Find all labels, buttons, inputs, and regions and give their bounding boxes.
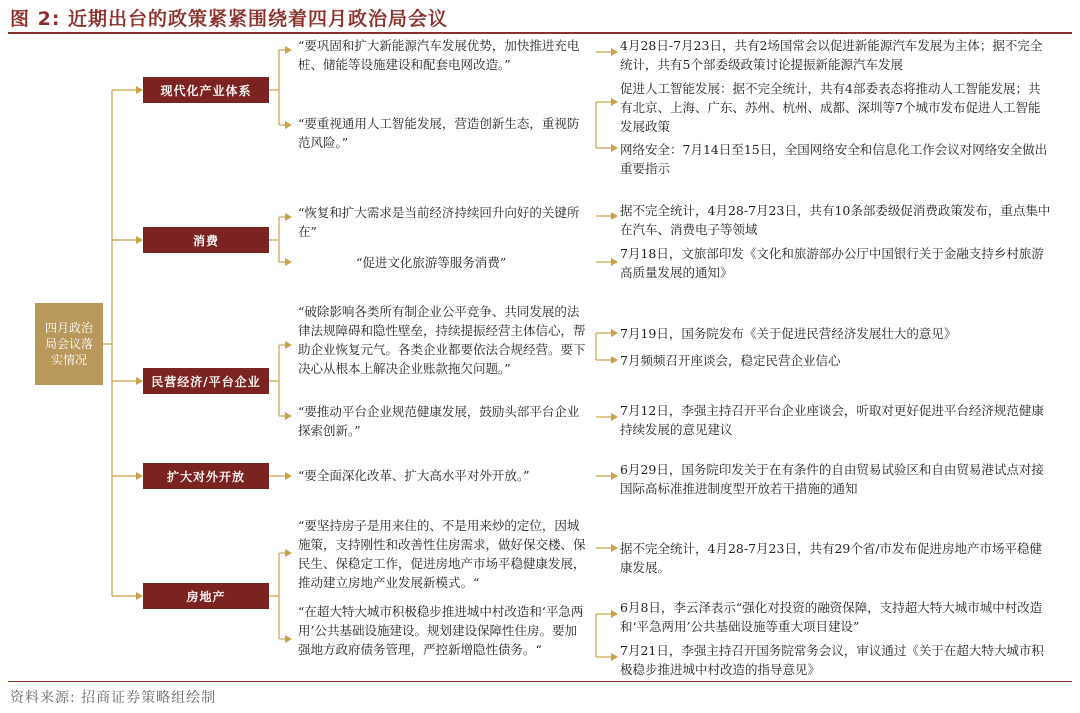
figure-title: 图 2: 近期出台的政策紧紧围绕着四月政治局会议 [10,8,449,30]
policy-note: 7月12日，李强主持召开平台企业座谈会，听取对更好促进平台经济规范健康持续发展的意见建议 [620,403,1044,437]
policy-note: 6月29日，国务院印发关于在有条件的自由贸易试验区和自由贸易港试点对接国际高标准推进制度型开放若干措施的通知 [620,462,1044,496]
category-industry-system [143,77,269,103]
policy-note: 7月18日，文旅部印发《文化和旅游部办公厅中国银行关于金融支持乡村旅游高质量发展的通知》 [620,246,1044,280]
category-real-estate [143,583,269,609]
quote-text: “要全面深化改革、扩大高水平对外开放。” [298,468,530,483]
quote-text: “要重视通用人工智能发展，营造创新生态，重视防范风险。” [298,116,580,150]
category-label: 现代化产业体系 [160,83,252,98]
root-node [35,303,103,385]
policy-note: 6月8日，李云泽表示“强化对投资的融资保障，支持超大特大城市城中村改造和‘平急两用’公共基础设施等重大项目建设” [620,600,1043,634]
policy-note: 4月28日-7月23日，共有2场国常会以促进新能源汽车发展为主体；据不完全统计，共有5个部委级政策讨论提振新能源汽车发展 [620,38,1043,72]
quote-text: “破除影响各类所有制企业公平竞争、共同发展的法律法规障碍和隐性壁垒，持续提振经营主体信心，帮助企业恢复元气。各类企业都要依法合规经营。要下决心从根本上解决企业账款拖欠问题。” [298,304,586,376]
policy-note: 7月频频召开座谈会，稳定民营企业信心 [620,353,841,368]
root-label: 四月政治局会议落实情况 [44,321,93,367]
quote-text: “在超大特大城市积极稳步推进城中村改造和‘平急两用’公共基础设施建设。规划建设保障性住房。要加强地方政府债务管理，严控新增隐性债务。“ [298,604,584,657]
quote-text: “促进文化旅游等服务消费” [356,255,507,270]
category-label: 民营经济/平台企业 [151,374,261,389]
category-label: 房地产 [186,589,226,604]
quote-text: “要推动平台企业规范健康发展，鼓励头部平台企业探索创新。” [298,404,580,438]
footer-divider [8,681,1072,682]
category-label: 消费 [192,233,219,248]
policy-note: 据不完全统计，4月28-7月23日，共有10条部委级促消费政策发布，重点集中在汽车、消费电子等领域 [620,203,1051,237]
category-label: 扩大对外开放 [166,469,245,484]
policy-note: 据不完全统计，4月28-7月23日，共有29个省/市发布促进房地产市场平稳健康发展。 [620,541,1043,575]
category-opening-up [143,463,269,489]
category-consumption [143,227,269,253]
category-private-economy [143,368,269,394]
quote-text: “恢复和扩大需求是当前经济持续回升向好的关键所在” [298,205,580,239]
quote-text: “要坚持房子是用来住的、不是用来炒的定位，因城施策，支持刚性和改善性住房需求，做好保交楼、保民生、保稳定工作，促进房地产市场平稳健康发展，推动建立房地产业发展新模式。“ [298,518,586,590]
quote-text: “要巩固和扩大新能源汽车发展优势，加快推进充电桩、储能等设施建设和配套电网改造。” [298,38,580,72]
source-note: 资料来源: 招商证券策略组绘制 [10,690,217,706]
policy-note: 7月19日，国务院发布《关于促进民营经济发展壮大的意见》 [620,326,957,341]
policy-note: 网络安全：7月14日至15日，全国网络安全和信息化工作会议对网络安全做出重要指示 [620,142,1048,176]
policy-note: 促进人工智能发展：据不完全统计，共有4部委表态将推动人工智能发展；共有北京、上海、广东、苏州、杭州、成都、深圳等7个城市发布促进人工智能发展政策 [620,81,1041,134]
policy-note: 7月21日，李强主持召开国务院常务会议，审议通过《关于在超大特大城市积极稳步推进城中村改造的指导意见》 [620,643,1044,677]
